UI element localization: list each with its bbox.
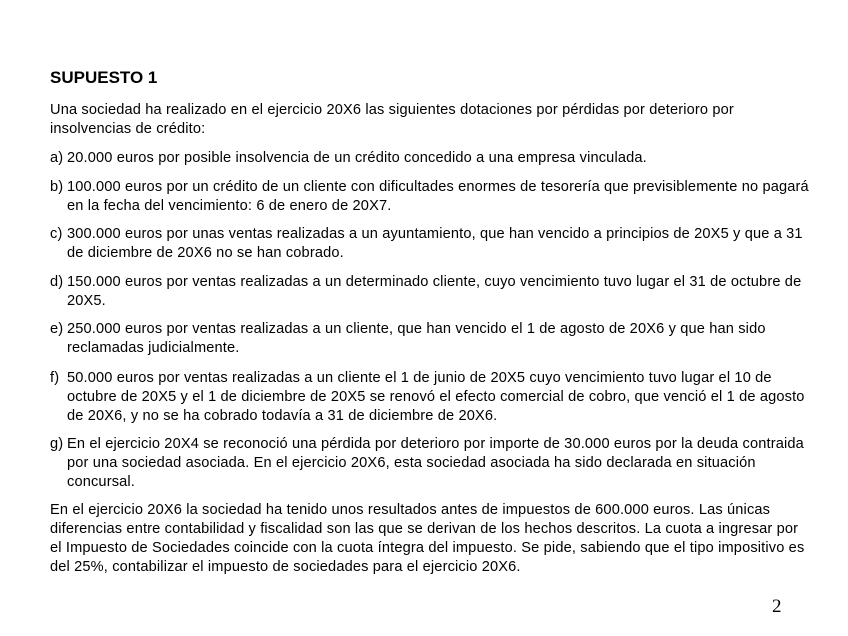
list-item-b xyxy=(50,178,810,216)
list-marker-f: f) xyxy=(50,370,60,386)
page-number: 2 xyxy=(772,596,782,617)
list-item-c xyxy=(50,225,810,263)
document-title: SUPUESTO 1 xyxy=(50,68,158,87)
list-text-d: 150.000 euros por ventas realizadas a un determinado cliente, cuyo vencimiento tuvo lugar el 31 de octubre de 20X5. xyxy=(67,274,802,309)
list-marker-b: b) xyxy=(50,179,64,195)
list-item-d xyxy=(50,273,810,311)
closing-paragraph: En el ejercicio 20X6 la sociedad ha tenido unos resultados antes de impuestos de 600.000 euros. Las únicas diferencias entre contabilidad y fiscalidad son las que se derivan de los hechos descritos. La cuota a ingresar por el Impuesto de Sociedades coincide con la cuota íntegra del impuesto. Se pide, sabiendo que el tipo impositivo es del 25%, contabilizar el impuesto de sociedades para el ejercicio 20X6. xyxy=(50,502,805,575)
list-text-g: En el ejercicio 20X4 se reconoció una pérdida por deterioro por importe de 30.000 euros por la deuda contraida por una sociedad asociada. En el ejercicio 20X6, esta sociedad asociada ha sido declarada en situación concursal. xyxy=(67,436,804,490)
list-text-e: 250.000 euros por ventas realizadas a un cliente, que han vencido el 1 de agosto de 20X6 y que han sido reclamadas judicialmente. xyxy=(67,321,766,356)
list-marker-d: d) xyxy=(50,274,64,290)
list-text-a: 20.000 euros por posible insolvencia de un crédito concedido a una empresa vinculada. xyxy=(67,150,647,166)
list-marker-a: a) xyxy=(50,150,64,166)
list-text-b: 100.000 euros por un crédito de un cliente con dificultades enormes de tesorería que previsiblemente no pagará en la fecha del vencimiento: 6 de enero de 20X7. xyxy=(67,179,809,214)
list-text-f: 50.000 euros por ventas realizadas a un cliente el 1 de junio de 20X5 cuyo vencimiento tuvo lugar el 10 de octubre de 20X5 y el 1 de diciembre de 20X5 se renovó el efecto comercial de cobro, que venció el 1 de agosto de 20X6, y no se ha cobrado todavía a 31 de diciembre de 20X6. xyxy=(67,370,805,424)
list-item-a xyxy=(50,149,810,168)
intro-paragraph: Una sociedad ha realizado en el ejercicio 20X6 las siguientes dotaciones por pérdidas por deterioro por insolvencias de crédito: xyxy=(50,102,734,137)
list-item-f xyxy=(50,369,810,426)
list-marker-c: c) xyxy=(50,226,63,242)
list-item-g xyxy=(50,435,810,492)
list-text-c: 300.000 euros por unas ventas realizadas a un ayuntamiento, que han vencido a principios de 20X5 y que a 31 de diciembre de 20X6 no se han cobrado. xyxy=(67,226,803,261)
list-marker-e: e) xyxy=(50,321,64,337)
list-marker-g: g) xyxy=(50,436,64,452)
list-item-e xyxy=(50,320,810,358)
